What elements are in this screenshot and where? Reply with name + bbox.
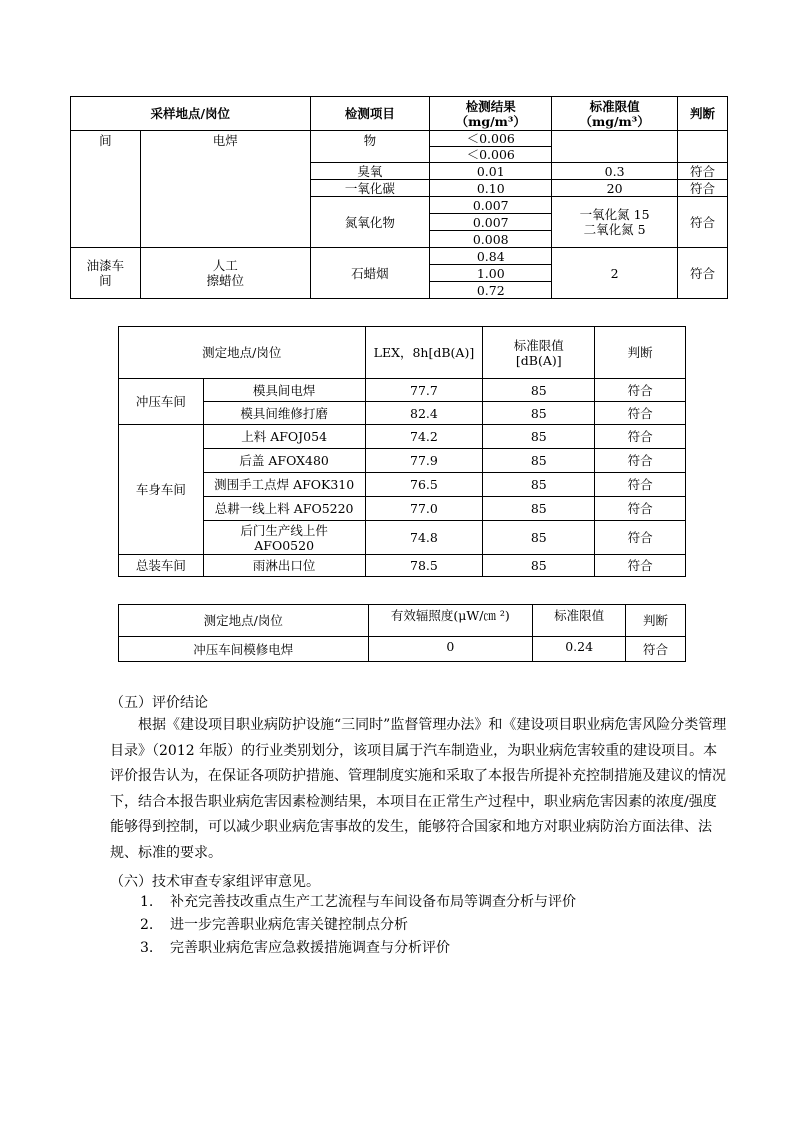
workshop-cell: 油漆车 间 xyxy=(71,248,141,299)
limit-cell xyxy=(552,131,678,163)
limit-cell: 85 xyxy=(483,425,595,449)
judge-cell: 符合 xyxy=(595,497,686,521)
hazard-concentration-table xyxy=(70,96,728,299)
section-heading-review: （六）技术审查专家组评审意见。 xyxy=(110,874,320,890)
result-cell: 0.10 xyxy=(430,180,552,197)
item-cell: 臭氧 xyxy=(310,163,430,180)
judge-cell: 符合 xyxy=(595,425,686,449)
post-cell: 冲压车间模修电焊 xyxy=(119,637,369,662)
result-cell: 0.84 xyxy=(430,248,552,265)
section-heading-conclusion: （五）评价结论 xyxy=(110,695,208,711)
judge-cell: 符合 xyxy=(678,197,728,248)
post-cell: 电焊 xyxy=(140,131,310,248)
post-cell: 后盖 AFOX480 xyxy=(203,449,365,473)
post-cell: 测围手工点焊 AFOK310 xyxy=(203,473,365,497)
col-header-judge: 判断 xyxy=(678,97,728,131)
col-header-location: 测定地点/岗位 xyxy=(119,327,366,379)
limit-cell: 85 xyxy=(483,497,595,521)
conclusion-paragraph: 根据《建设项目职业病防护设施“三同时”监督管理办法》和《建设项目职业病危害风险分类管理目录》（2012 年版）的行业类别划分，该项目属于汽车制造业，为职业病危害较重的建设项目。本评价报告认为，在保证各项防护措施、管理制度实施和采取了本报告所提补充控制措施及建议的情况下，结合本报告职业病危害因素检测结果，本项目在正常生产过程中，职业病危害因素的浓度/强度能够得到控制，可以减少职业病危害事故的发生，能够符合国家和地方对职业病防治方面法律、法规、标准的要求。 xyxy=(110,717,727,861)
result-cell: 0.01 xyxy=(430,163,552,180)
limit-cell: 20 xyxy=(552,180,678,197)
judge-cell: 符合 xyxy=(678,163,728,180)
item-cell: 石蜡烟 xyxy=(310,248,430,299)
lex-cell: 76.5 xyxy=(365,473,483,497)
limit-cell: 0.3 xyxy=(552,163,678,180)
col-header-limit: 标准限值 [dB(A)] xyxy=(483,327,595,379)
judge-cell: 符合 xyxy=(595,402,686,425)
post-cell: 模具间维修打磨 xyxy=(203,402,365,425)
col-header-judge: 判断 xyxy=(595,327,686,379)
judge-cell: 符合 xyxy=(626,637,686,662)
result-cell: 0.008 xyxy=(430,231,552,248)
result-cell: ＜0.006 xyxy=(430,131,552,147)
workshop-cell: 车身车间 xyxy=(119,425,204,555)
result-cell: ＜0.006 xyxy=(430,147,552,163)
limit-cell: 85 xyxy=(483,521,595,555)
judge-cell: 符合 xyxy=(595,379,686,402)
limit-cell: 85 xyxy=(483,473,595,497)
post-cell: 总耕一线上料 AFO5220 xyxy=(203,497,365,521)
list-item: 2. 进一步完善职业病危害关键控制点分析 xyxy=(140,917,408,933)
result-cell: 0.72 xyxy=(430,282,552,299)
review-list xyxy=(140,891,576,960)
list-item: 1. 补充完善技改重点生产工艺流程与车间设备布局等调查分析与评价 xyxy=(140,894,576,910)
col-header-limit: 标准限值 xyxy=(533,605,626,637)
limit-cell: 85 xyxy=(483,402,595,425)
post-cell: 后门生产线上件 AFO0520 xyxy=(203,521,365,555)
result-cell: 1.00 xyxy=(430,265,552,282)
col-header-result: 检测结果 （mg/m³） xyxy=(430,97,552,131)
lex-cell: 74.8 xyxy=(365,521,483,555)
workshop-cell: 冲压车间 xyxy=(119,379,204,425)
lex-cell: 77.0 xyxy=(365,497,483,521)
item-cell: 氮氧化物 xyxy=(310,197,430,248)
col-header-judge: 判断 xyxy=(626,605,686,637)
lex-cell: 74.2 xyxy=(365,425,483,449)
limit-cell: 0.24 xyxy=(533,637,626,662)
list-item: 3. 完善职业病危害应急救援措施调查与分析评价 xyxy=(140,940,450,956)
judge-cell xyxy=(678,131,728,163)
lex-cell: 77.7 xyxy=(365,379,483,402)
noise-table xyxy=(118,326,686,577)
col-header-location: 测定地点/岗位 xyxy=(119,605,369,637)
lex-cell: 77.9 xyxy=(365,449,483,473)
col-header-limit: 标准限值 （mg/m³） xyxy=(552,97,678,131)
limit-cell: 85 xyxy=(483,449,595,473)
workshop-cell: 总装车间 xyxy=(119,555,204,577)
judge-cell: 符合 xyxy=(595,449,686,473)
uv-radiation-table xyxy=(118,604,686,662)
limit-cell: 85 xyxy=(483,379,595,402)
post-cell: 上料 AFOJ054 xyxy=(203,425,365,449)
judge-cell: 符合 xyxy=(678,248,728,299)
judge-cell: 符合 xyxy=(678,180,728,197)
workshop-cell: 间 xyxy=(71,131,141,248)
col-header-item: 检测项目 xyxy=(310,97,430,131)
limit-cell: 85 xyxy=(483,555,595,577)
item-cell: 一氧化碳 xyxy=(310,180,430,197)
limit-cell: 2 xyxy=(552,248,678,299)
post-cell: 人工 擦蜡位 xyxy=(140,248,310,299)
judge-cell: 符合 xyxy=(595,555,686,577)
col-header-irradiance: 有效辐照度(μW/㎝ ²) xyxy=(368,605,533,637)
col-header-location: 采样地点/岗位 xyxy=(71,97,311,131)
judge-cell: 符合 xyxy=(595,473,686,497)
item-cell: 物 xyxy=(310,131,430,163)
col-header-lex: LEX，8h[dB(A)] xyxy=(365,327,483,379)
judge-cell: 符合 xyxy=(595,521,686,555)
result-cell: 0.007 xyxy=(430,197,552,214)
result-cell: 0.007 xyxy=(430,214,552,231)
post-cell: 雨淋出口位 xyxy=(203,555,365,577)
lex-cell: 82.4 xyxy=(365,402,483,425)
value-cell: 0 xyxy=(368,637,533,662)
limit-cell: 一氧化氮 15 二氧化氮 5 xyxy=(552,197,678,248)
post-cell: 模具间电焊 xyxy=(203,379,365,402)
lex-cell: 78.5 xyxy=(365,555,483,577)
